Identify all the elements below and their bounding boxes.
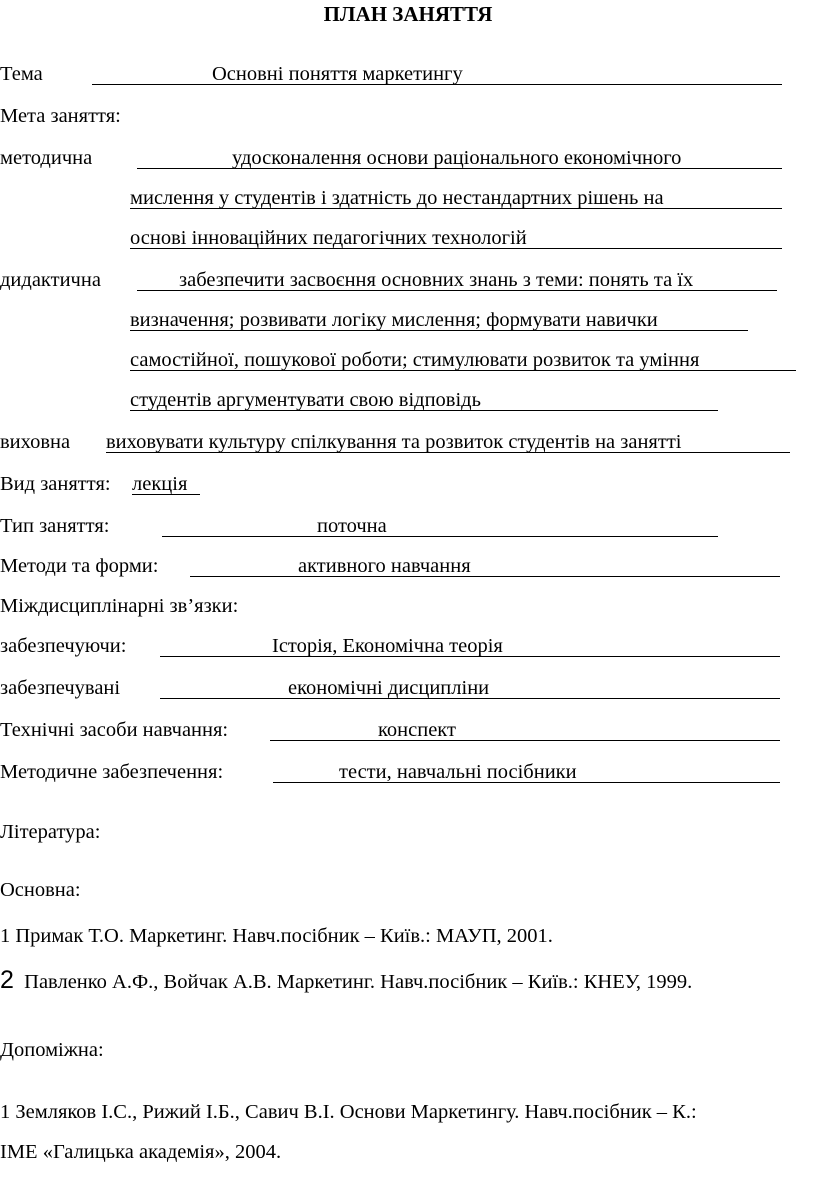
- main-ref-1: [0, 922, 553, 950]
- topic-field: [92, 60, 782, 85]
- main-ref-2-num: 2: [0, 966, 14, 994]
- methods-label: Методи та форми:: [0, 555, 159, 577]
- topic-value: Основні поняття маркетингу: [212, 63, 463, 85]
- providing-row: [0, 632, 816, 660]
- provided-row: [0, 674, 816, 702]
- literature-label: Література:: [0, 821, 101, 843]
- educational-row: [0, 428, 816, 456]
- topic-label: Тема: [0, 63, 43, 85]
- tech-means-field: конспект: [270, 716, 780, 741]
- main-ref-2: [0, 966, 692, 994]
- lesson-kind-label: Вид заняття:: [0, 473, 111, 495]
- method-support-row: [0, 758, 816, 786]
- didactic-line-2: визначення; розвивати логіку мислення; формувати навички: [130, 306, 748, 331]
- main-ref-2-text: Павленко А.Ф., Войчак А.В. Маркетинг. Навч.посібник – Київ.: КНЕУ, 1999.: [24, 971, 693, 993]
- page-title: ПЛАН ЗАНЯТТЯ: [323, 2, 493, 26]
- methodical-label: методична: [0, 147, 93, 169]
- aux-ref-1: [0, 1098, 697, 1126]
- providing-field: Історія, Економічна теорія: [160, 632, 780, 657]
- aux-ref-1-line-1: Земляков І.С., Рижий І.Б., Савич В.І. Основи Маркетингу. Навч.посібник – К.:: [15, 1101, 697, 1123]
- educational-field: виховувати культуру спілкування та розвиток студентів на занятті: [106, 428, 790, 453]
- methodical-line-2: мислення у студентів і здатність до нестандартних рішень на: [130, 184, 782, 209]
- lesson-type-field: поточна: [162, 512, 718, 537]
- tech-means-label: Технічні засоби навчання:: [0, 719, 229, 741]
- topic-row: [0, 60, 816, 88]
- lesson-type-row: [0, 512, 816, 540]
- methodical-line-3: основі інноваційних педагогічних технологій: [130, 224, 782, 249]
- main-literature-label: Основна:: [0, 879, 81, 901]
- didactic-line-3: самостійної, пошукової роботи; стимулювати розвиток та уміння: [130, 346, 796, 371]
- didactic-row: [0, 266, 816, 294]
- didactic-line-1: забезпечити засвоєння основних знань з теми: понять та їх: [137, 266, 777, 291]
- method-support-field: тести, навчальні посібники: [273, 758, 780, 783]
- tech-means-row: [0, 716, 816, 744]
- lesson-kind-row: [0, 470, 816, 498]
- didactic-line-4: студентів аргументувати свою відповідь: [130, 386, 718, 411]
- provided-label: забезпечувані: [0, 677, 121, 699]
- methods-row: [0, 552, 816, 580]
- methodical-line-1: удосконалення основи раціонального економічного: [137, 144, 782, 169]
- educational-label: виховна: [0, 431, 71, 453]
- providing-label: забезпечуючи:: [0, 635, 127, 657]
- lesson-kind-field: лекція: [132, 470, 200, 495]
- provided-field: економічні дисципліни: [160, 674, 780, 699]
- didactic-label: дидактична: [0, 269, 101, 291]
- method-support-label: Методичне забезпечення:: [0, 761, 224, 783]
- aux-literature-label: Допоміжна:: [0, 1039, 104, 1061]
- interdisciplinary-label: Міждисциплінарні зв’язки:: [0, 595, 239, 617]
- main-ref-1-text: Примак Т.О. Маркетинг. Навч.посібник – Київ.: МАУП, 2001.: [15, 925, 553, 947]
- goal-label: Мета заняття:: [0, 105, 121, 127]
- main-ref-1-num: 1: [0, 925, 11, 947]
- aux-ref-1-line-2: ІМЕ «Галицька академія», 2004.: [0, 1141, 282, 1163]
- lesson-type-label: Тип заняття:: [0, 515, 110, 537]
- methodical-row: [0, 144, 816, 172]
- methods-field: активного навчання: [190, 552, 780, 577]
- aux-ref-1-num: 1: [0, 1101, 11, 1123]
